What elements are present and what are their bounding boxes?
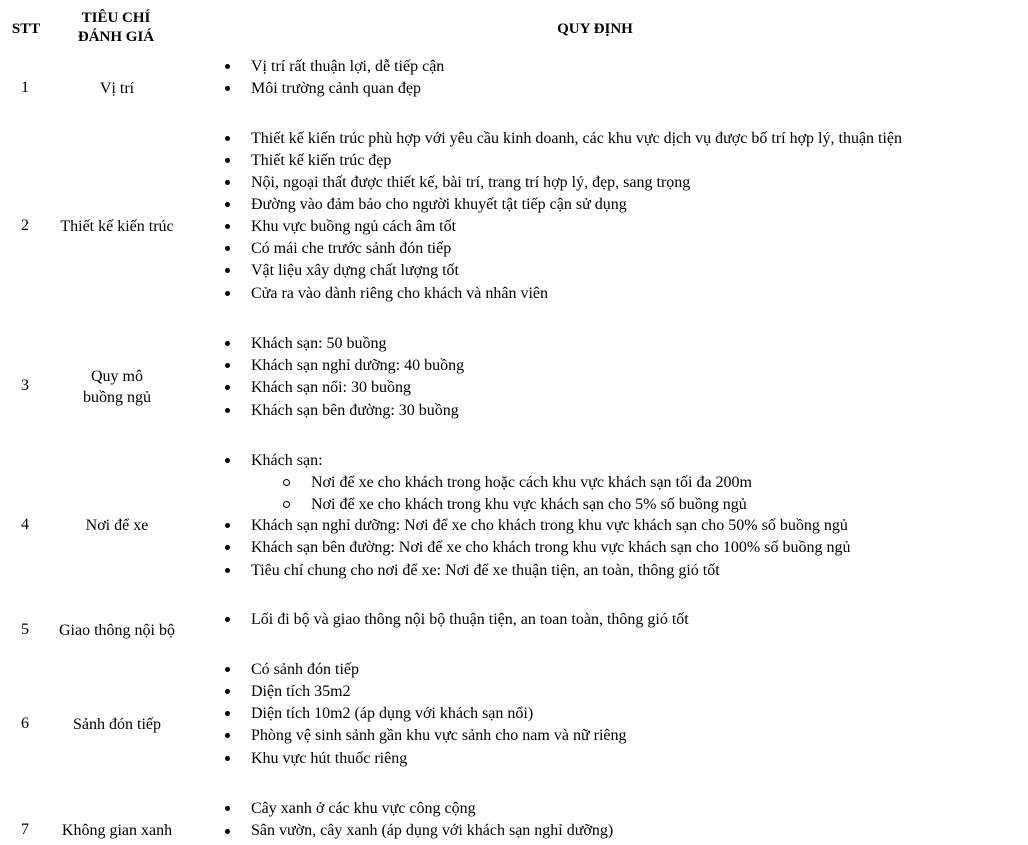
bullet-icon bbox=[225, 268, 230, 273]
bullet-icon bbox=[225, 806, 230, 811]
bullet-icon bbox=[225, 136, 230, 141]
row-7-criteria: Không gian xanh bbox=[61, 822, 173, 839]
bullet-icon bbox=[225, 667, 230, 672]
bullet-icon bbox=[225, 64, 230, 69]
list-item: Vị trí rất thuận lợi, dễ tiếp cận bbox=[251, 58, 445, 75]
row-4-stt: 4 bbox=[21, 516, 29, 533]
list-item: Sân vườn, cây xanh (áp dụng với khách sạn nghỉ dưỡng) bbox=[251, 822, 614, 839]
list-item: Cây xanh ở các khu vực công cộng bbox=[251, 800, 476, 817]
header-criteria bbox=[56, 9, 176, 47]
list-item: Tiêu chí chung cho nơi để xe: Nơi để xe thuận tiện, an toàn, thông gió tốt bbox=[251, 562, 720, 579]
list-item: Khách sạn nghỉ dưỡng: Nơi để xe cho khách trong khu vực khách sạn cho 50% số buồng ngủ bbox=[251, 517, 848, 534]
row-1-criteria: Vị trí bbox=[99, 80, 135, 97]
bullet-icon bbox=[225, 733, 230, 738]
bullet-icon bbox=[225, 158, 230, 163]
bullet-icon bbox=[225, 224, 230, 229]
bullet-icon bbox=[225, 385, 230, 390]
list-item: Thiết kế kiến trúc đẹp bbox=[251, 152, 392, 169]
row-3-stt: 3 bbox=[21, 377, 29, 394]
bullet-icon bbox=[225, 617, 230, 622]
bullet-icon bbox=[225, 458, 230, 463]
bullet-icon bbox=[225, 545, 230, 550]
list-item: Đường vào đảm bảo cho người khuyết tật tiếp cận sử dụng bbox=[251, 196, 627, 213]
bullet-icon bbox=[225, 86, 230, 91]
bullet-icon bbox=[225, 341, 230, 346]
row-6-criteria: Sảnh đón tiếp bbox=[73, 716, 161, 733]
circle-bullet-icon bbox=[283, 501, 290, 508]
list-item: Khách sạn: 50 buồng bbox=[251, 335, 387, 352]
row-5-criteria: Giao thông nội bộ bbox=[59, 622, 175, 639]
row-3-criteria-line2: buồng ngủ bbox=[83, 389, 151, 406]
bullet-icon bbox=[225, 180, 230, 185]
header-criteria-line1: TIÊU CHÍ bbox=[81, 10, 151, 26]
row-6-stt: 6 bbox=[21, 715, 29, 732]
list-item: Phòng vệ sinh sảnh gần khu vực sảnh cho nam và nữ riêng bbox=[251, 727, 627, 744]
list-item: Khách sạn bên đường: 30 buồng bbox=[251, 402, 459, 419]
header-stt: STT bbox=[11, 21, 41, 37]
row-2-criteria: Thiết kế kiến trúc bbox=[60, 218, 174, 235]
bullet-icon bbox=[225, 829, 230, 834]
list-item: Nội, ngoại thất được thiết kế, bài trí, trang trí hợp lý, đẹp, sang trọng bbox=[251, 174, 691, 191]
list-item: Diện tích 10m2 (áp dụng với khách sạn nổi) bbox=[251, 705, 534, 722]
list-item: Khách sạn: bbox=[251, 452, 323, 469]
bullet-icon bbox=[225, 711, 230, 716]
list-item: Lối đi bộ và giao thông nội bộ thuận tiện, an toan toàn, thông gió tốt bbox=[251, 611, 689, 628]
row-7-stt: 7 bbox=[21, 821, 29, 838]
bullet-icon bbox=[225, 291, 230, 296]
list-item: Nơi để xe cho khách trong hoặc cách khu vực khách sạn tối đa 200m bbox=[311, 474, 752, 491]
list-item: Thiết kế kiến trúc phù hợp với yêu cầu kinh doanh, các khu vực dịch vụ được bố trí hợp lý, thuận tiện bbox=[251, 130, 903, 147]
bullet-icon bbox=[225, 363, 230, 368]
row-2-stt: 2 bbox=[21, 217, 29, 234]
row-5-stt: 5 bbox=[21, 621, 29, 638]
row-4-criteria: Nơi để xe bbox=[85, 517, 149, 534]
list-item: Nơi để xe cho khách trong khu vực khách sạn cho 5% số buồng ngủ bbox=[311, 496, 747, 513]
bullet-icon bbox=[225, 408, 230, 413]
list-item: Cửa ra vào dành riêng cho khách và nhân viên bbox=[251, 285, 549, 302]
list-item: Diện tích 35m2 bbox=[251, 683, 351, 700]
bullet-icon bbox=[225, 568, 230, 573]
header-rules: QUY ĐỊNH bbox=[557, 21, 633, 37]
bullet-icon bbox=[225, 246, 230, 251]
list-item: Khu vực buồng ngủ cách âm tốt bbox=[251, 218, 457, 235]
bullet-icon bbox=[225, 523, 230, 528]
list-item: Khách sạn nổi: 30 buồng bbox=[251, 379, 411, 396]
list-item: Vật liệu xây dựng chất lượng tốt bbox=[251, 262, 459, 279]
list-item: Khu vực hút thuốc riêng bbox=[251, 750, 408, 767]
bullet-icon bbox=[225, 202, 230, 207]
bullet-icon bbox=[225, 756, 230, 761]
row-1-stt: 1 bbox=[21, 79, 29, 96]
bullet-icon bbox=[225, 689, 230, 694]
list-item: Môi trường cảnh quan đẹp bbox=[251, 80, 421, 97]
list-item: Khách sạn bên đường: Nơi để xe cho khách trong khu vực khách sạn cho 100% số buồng ngủ bbox=[251, 539, 851, 556]
list-item: Có sảnh đón tiếp bbox=[251, 661, 359, 678]
list-item: Có mái che trước sảnh đón tiếp bbox=[251, 240, 452, 257]
row-3-criteria bbox=[37, 366, 197, 408]
row-3-criteria-line1: Quy mô bbox=[91, 368, 143, 385]
circle-bullet-icon bbox=[283, 479, 290, 486]
header-criteria-line2: ĐÁNH GIÁ bbox=[77, 29, 155, 45]
list-item: Khách sạn nghỉ dưỡng: 40 buồng bbox=[251, 357, 465, 374]
